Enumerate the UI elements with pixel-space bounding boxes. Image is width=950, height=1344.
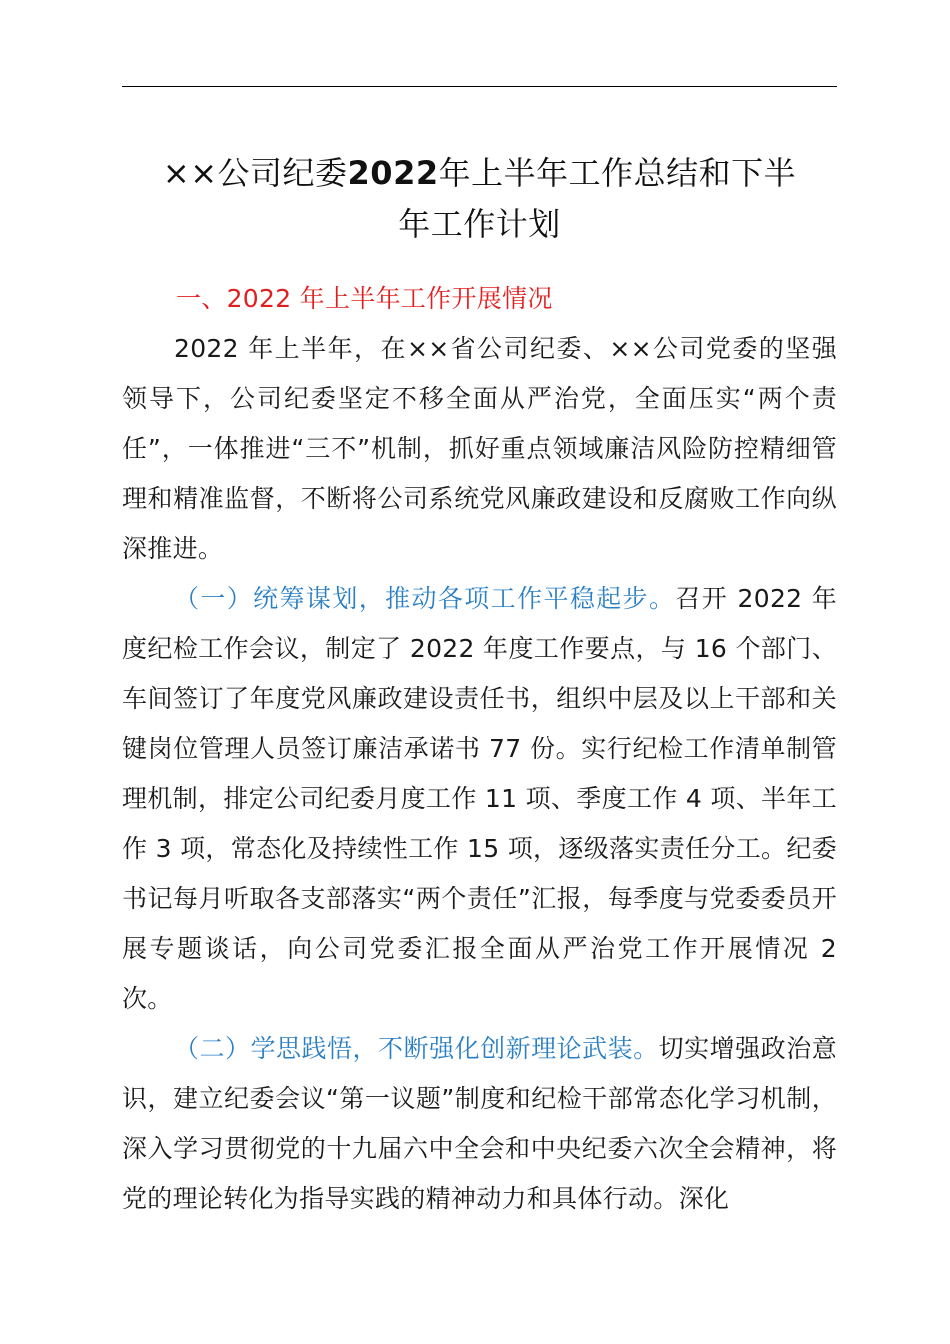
item1-body: 召开 2022 年度纪检工作会议，制定了 2022 年度工作要点，与 16 个部门、车间签订了年度党风廉政建设责任书，组织中层及以上干部和关键岗位管理人员签订廉洁承诺书 77 份。实行纪检工作清单制管理机制，排定公司纪委月度工作 11 项、季度工作 4 项、半年工作 3 项，常态化及持续性工作 15 项，逐级落实责任分工。纪委书记每月听取各支部落实“两个责任”汇报，每季度与党委委员开展专题谈话，向公司党委汇报全面从严治党工作开展情况 2 次。 bbox=[122, 584, 838, 1013]
title-line2: 年工作计划 bbox=[398, 205, 561, 243]
title-year: 2022 bbox=[347, 154, 439, 192]
item2-paragraph bbox=[122, 1024, 837, 1224]
item2-body: 切实增强政治意识，建立纪委会议“第一议题”制度和纪检干部常态化学习机制，深入学习贯彻党的十九届六中全会和中央纪委六次全会精神，将党的理论转化为指导实践的精神动力和具体行动。深化 bbox=[122, 1034, 838, 1213]
document-title bbox=[122, 148, 837, 250]
header-rule bbox=[122, 86, 837, 87]
item2-heading: （二）学思践悟，不断强化创新理论武装。 bbox=[174, 1034, 659, 1063]
title-prefix: ××公司纪委 bbox=[162, 154, 348, 192]
intro-paragraph: 2022 年上半年，在××省公司纪委、××公司党委的坚强领导下，公司纪委坚定不移全面从严治党，全面压实“两个责任”，一体推进“三不”机制，抓好重点领域廉洁风险防控精细管理和精准监督，不断将公司系统党风廉政建设和反腐败工作向纵深推进。 bbox=[122, 334, 837, 563]
item1-heading: （一）统筹谋划，推动各项工作平稳起步。 bbox=[174, 584, 676, 613]
title-line1-rest: 年上半年工作总结和下半 bbox=[438, 154, 797, 192]
section1-heading: 一、2022 年上半年工作开展情况 bbox=[176, 284, 553, 313]
item1-paragraph bbox=[122, 574, 837, 1024]
